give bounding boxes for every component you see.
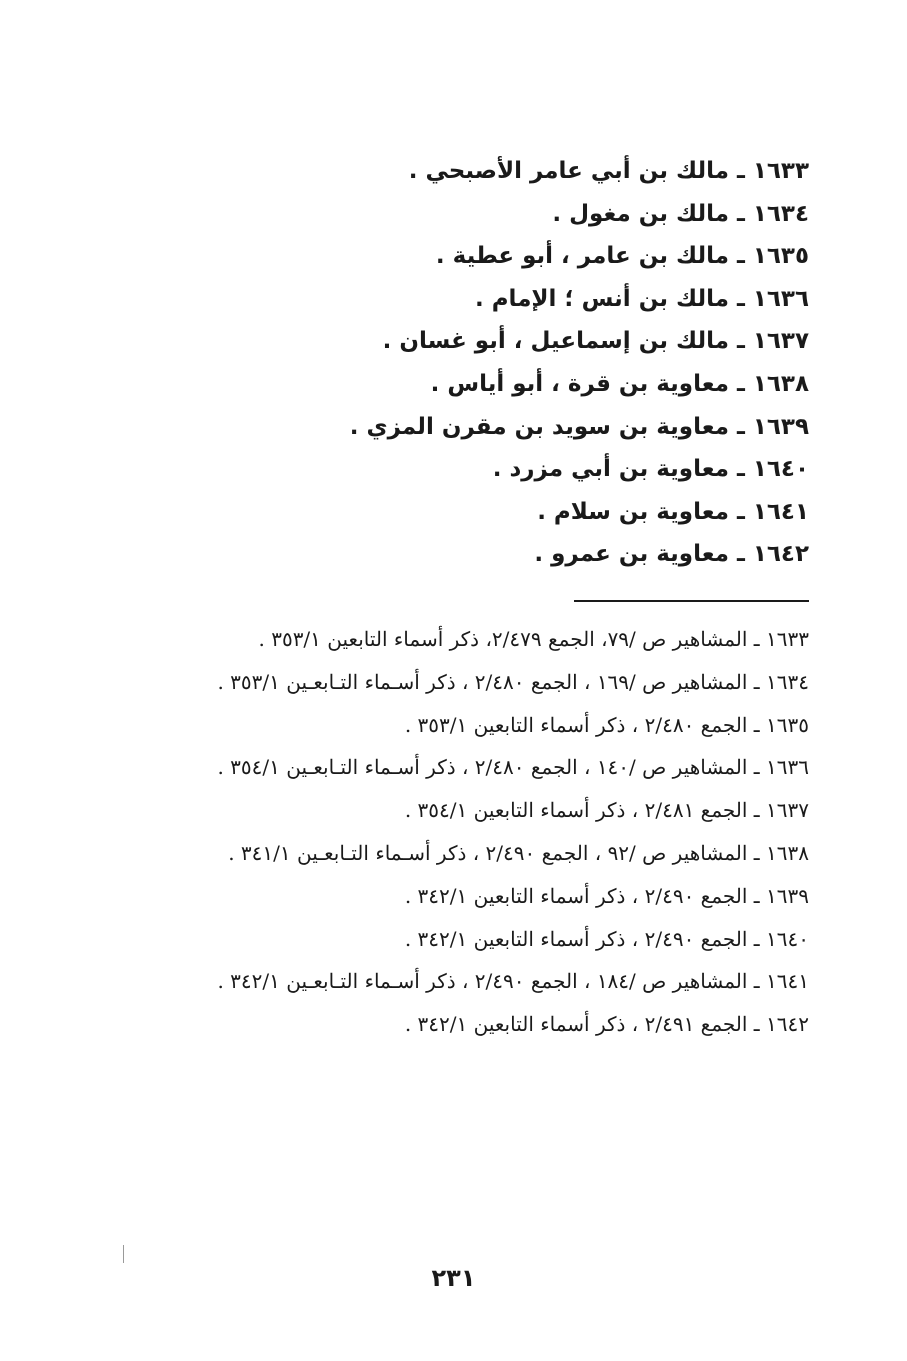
footnote-item: ١٦٣٩ ـ الجمع ٢/٤٩٠ ، ذكر أسماء التابعين ٣٤٢/١ . (404, 883, 809, 908)
entry-item: ١٦٣٤ ـ مالك بن مغول . (552, 200, 809, 227)
footnote-item: ١٦٣٦ ـ المشاهير ص /١٤٠ ، الجمع ٢/٤٨٠ ، ذكر أسـماء التـابعـين ٣٥٤/١ . (217, 755, 809, 780)
footnote-item: ١٦٣٥ ـ الجمع ٢/٤٨٠ ، ذكر أسماء التابعين ٣٥٣/١ . (404, 712, 809, 737)
entry-item: ١٦٣٥ ـ مالك بن عامر ، أبو عطية . (435, 243, 809, 270)
footnote-list (129, 618, 809, 1046)
scan-speck (123, 1245, 124, 1263)
footnote-item: ١٦٤١ ـ المشاهير ص /١٨٤ ، الجمع ٢/٤٩٠ ، ذكر أسـماء التـابعـين ٣٤٢/١ . (217, 969, 809, 994)
entry-item: ١٦٣٨ ـ معاوية بن قرة ، أبو أياس . (430, 370, 809, 397)
entry-item: ١٦٤٢ ـ معاوية بن عمرو . (534, 541, 809, 568)
entry-item: ١٦٣٧ ـ مالك بن إسماعيل ، أبو غسان . (382, 328, 809, 355)
footnote-item: ١٦٣٤ ـ المشاهير ص /١٦٩ ، الجمع ٢/٤٨٠ ، ذكر أسـماء التـابعـين ٣٥٣/١ . (217, 669, 809, 694)
entry-item: ١٦٤٠ ـ معاوية بن أبي مزرد . (492, 456, 809, 483)
footnote-item: ١٦٣٨ ـ المشاهير ص /٩٢ ، الجمع ٢/٤٩٠ ، ذكر أسـماء التـابعـين ٣٤١/١ . (228, 840, 809, 865)
page-number: ٢٣١ (431, 1264, 476, 1292)
footnote-item: ١٦٤٠ ـ الجمع ٢/٤٩٠ ، ذكر أسماء التابعين ٣٤٢/١ . (404, 926, 809, 951)
entry-item: ١٦٣٩ ـ معاوية بن سويد بن مقرن المزي . (349, 413, 809, 440)
footnote-divider (574, 600, 809, 602)
entry-item: ١٦٣٣ ـ مالك بن أبي عامر الأصبحي . (408, 158, 809, 184)
footnote-item: ١٦٤٢ ـ الجمع ٢/٤٩١ ، ذكر أسماء التابعين ٣٤٢/١ . (404, 1012, 809, 1037)
footnote-item: ١٦٣٧ ـ الجمع ٢/٤٨١ ، ذكر أسماء التابعين ٣٥٤/١ . (404, 798, 809, 823)
entry-list (109, 150, 809, 576)
entry-item: ١٦٣٦ ـ مالك بن أنس ؛ الإمام . (474, 285, 809, 312)
footnote-item: ١٦٣٣ ـ المشاهير ص /٧٩، الجمع ٢/٤٧٩، ذكر أسماء التابعين ٣٥٣/١ . (258, 627, 809, 651)
entry-item: ١٦٤١ ـ معاوية بن سلام . (537, 498, 809, 525)
